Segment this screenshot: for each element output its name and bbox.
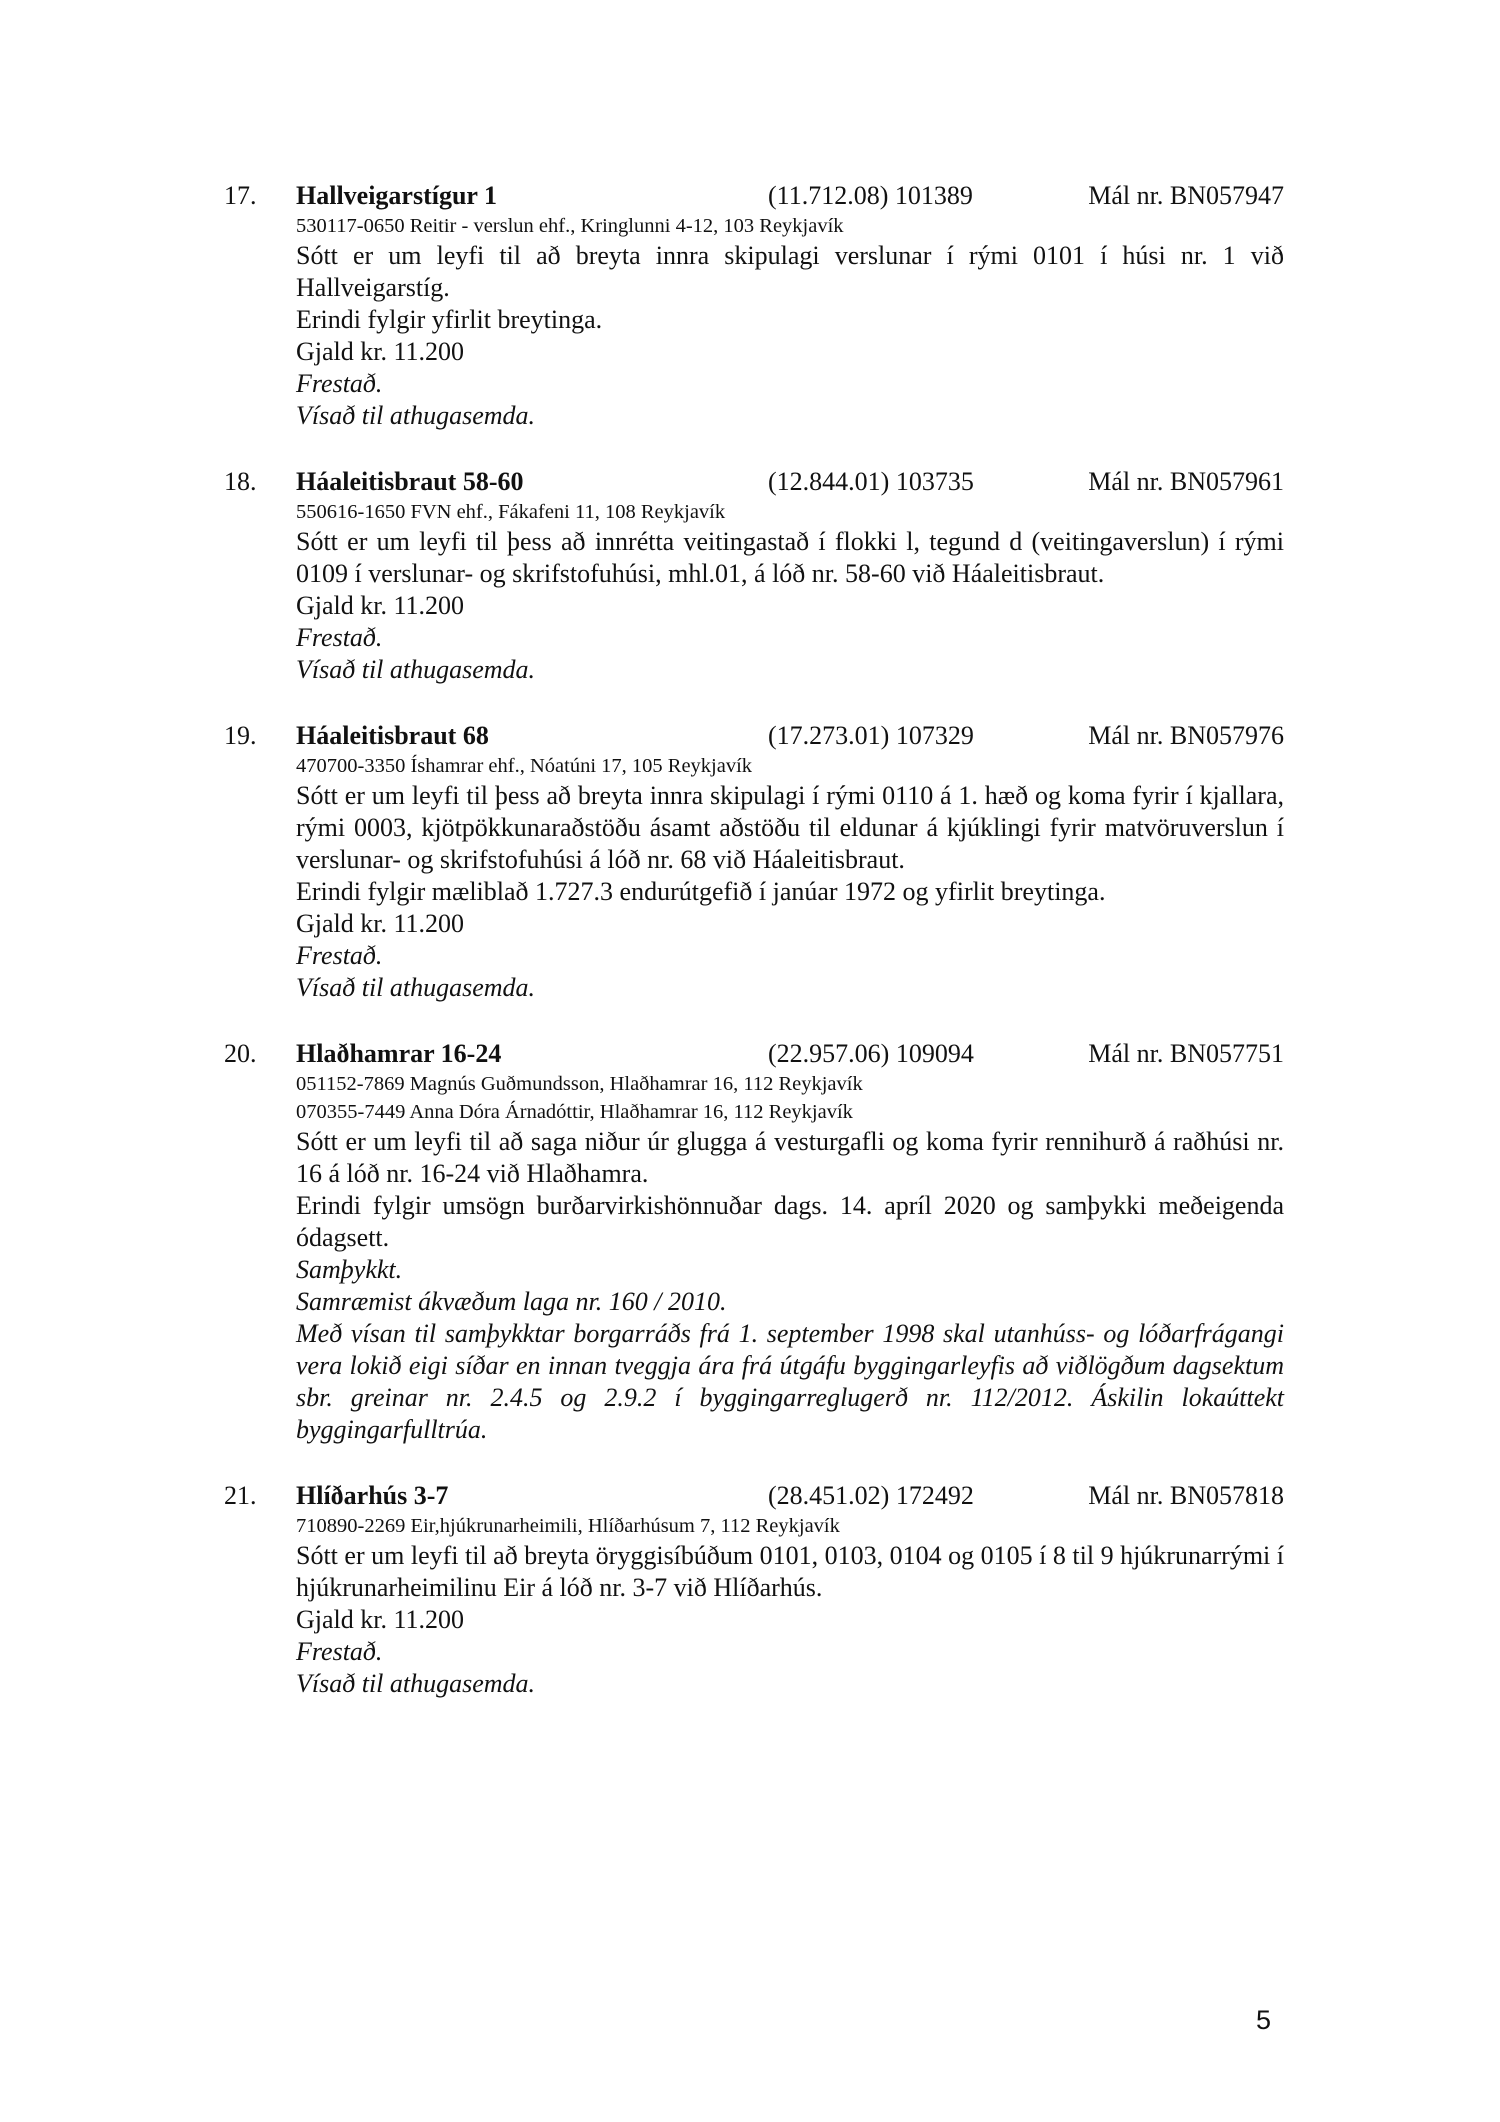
case-number: 18. [224,467,257,496]
case-address: Háaleitisbraut 58-60 [296,467,524,496]
case-id: Mál nr. BN057947 [1088,181,1284,210]
case-address: Hlaðhamrar 16-24 [296,1039,502,1068]
decision: Vísað til athugasemda. [296,401,536,430]
case-header [224,720,1284,752]
case-body [296,752,1284,1004]
applicant: 470700-3350 Íshamrar ehf., Nóatúni 17, 105 Reykjavík [296,755,753,777]
applicant: 710890-2269 Eir,hjúkrunarheimili, Hlíðarhúsum 7, 112 Reykjavík [296,1515,840,1537]
case-header [224,1038,1284,1070]
case-item [224,466,1284,686]
case-number: 17. [224,181,257,210]
case-description: Sótt er um leyfi til þess að innrétta veitingastað í flokki l, tegund d (veitingaverslun) í rými 0109 í verslunar- og skrifstofuhúsi, mhl.01, á lóð nr. 58-60 við Háaleitisbraut. [296,527,1284,588]
decision: Frestað. [296,623,383,652]
case-body [296,1512,1284,1700]
case-header [224,466,1284,498]
applicant: 530117-0650 Reitir - verslun ehf., Kringlunni 4-12, 103 Reykjavík [296,215,844,237]
decision: Frestað. [296,369,383,398]
case-number: 20. [224,1039,257,1068]
case-description: Sótt er um leyfi til að breyta öryggisíbúðum 0101, 0103, 0104 og 0105 í 8 til 9 hjúkrunarrými í hjúkrunarheimilinu Eir á lóð nr. 3-7 við Hlíðarhús. [296,1541,1284,1602]
decision: Frestað. [296,941,383,970]
case-item [224,1480,1284,1700]
case-number: 19. [224,721,257,750]
decision: Vísað til athugasemda. [296,655,536,684]
case-fee: Gjald kr. 11.200 [296,1605,465,1634]
land-reference: (28.451.02) 172492 [768,1481,974,1510]
case-header [224,180,1284,212]
case-description: Sótt er um leyfi til að saga niður úr glugga á vesturgafli og koma fyrir rennihurð á raðhúsi nr. 16 á lóð nr. 16-24 við Hlaðhamra. [296,1127,1284,1188]
applicant: 550616-1650 FVN ehf., Fákafeni 11, 108 Reykjavík [296,501,726,523]
case-fee: Gjald kr. 11.200 [296,909,465,938]
applicant: 051152-7869 Magnús Guðmundsson, Hlaðhamrar 16, 112 Reykjavík [296,1073,863,1095]
land-reference: (11.712.08) 101389 [768,181,973,210]
case-body [296,498,1284,686]
case-fee: Gjald kr. 11.200 [296,337,465,366]
decision: Samþykkt. [296,1255,403,1284]
case-id: Mál nr. BN057961 [1088,467,1284,496]
case-item [224,720,1284,1004]
decision: Frestað. [296,1637,383,1666]
case-id: Mál nr. BN057976 [1088,721,1284,750]
case-address: Hlíðarhús 3-7 [296,1481,449,1510]
case-description: Sótt er um leyfi til að breyta innra skipulagi verslunar í rými 0101 í húsi nr. 1 við Hallveigarstíg. [296,241,1284,302]
case-body [296,212,1284,432]
case-body [296,1070,1284,1446]
decision: Með vísan til samþykktar borgarráðs frá 1. september 1998 skal utanhúss- og lóðarfrágangi vera lokið eigi síðar en innan tveggja ára frá útgáfu byggingarleyfis að viðlögðum dagsektum sbr. greinar nr. 2.4.5 og 2.9.2 í byggingarreglugerð nr. 112/2012. Áskilin lokaúttekt byggingarfulltrúa. [296,1319,1284,1444]
case-number: 21. [224,1481,257,1510]
case-address: Hallveigarstígur 1 [296,181,498,210]
case-description: Sótt er um leyfi til þess að breyta innra skipulagi í rými 0110 á 1. hæð og koma fyrir í kjallara, rými 0003, kjötpökkunaraðstöðu ásamt aðstöðu til eldunar á kjúklingi fyrir matvöruverslun í verslunar- og skrifstofuhúsi á lóð nr. 68 við Háaleitisbraut. [296,781,1284,874]
case-id: Mál nr. BN057818 [1088,1481,1284,1510]
decision: Vísað til athugasemda. [296,1669,536,1698]
case-item [224,1038,1284,1446]
case-address: Háaleitisbraut 68 [296,721,489,750]
meeting-minutes [224,180,1284,1734]
applicant: 070355-7449 Anna Dóra Árnadóttir, Hlaðhamrar 16, 112 Reykjavík [296,1101,853,1123]
case-item [224,180,1284,432]
land-reference: (22.957.06) 109094 [768,1039,974,1068]
case-header [224,1480,1284,1512]
case-fee: Gjald kr. 11.200 [296,591,465,620]
land-reference: (17.273.01) 107329 [768,721,974,750]
land-reference: (12.844.01) 103735 [768,467,974,496]
case-note: Erindi fylgir umsögn burðarvirkishönnuðar dags. 14. apríl 2020 og samþykki meðeigenda ódagsett. [296,1191,1284,1252]
case-note: Erindi fylgir mæliblað 1.727.3 endurútgefið í janúar 1972 og yfirlit breytinga. [296,877,1106,906]
case-note: Erindi fylgir yfirlit breytinga. [296,305,603,334]
case-id: Mál nr. BN057751 [1088,1039,1284,1068]
page-number: 5 [1256,2005,1272,2035]
decision: Vísað til athugasemda. [296,973,536,1002]
decision: Samræmist ákvæðum laga nr. 160 / 2010. [296,1287,727,1316]
